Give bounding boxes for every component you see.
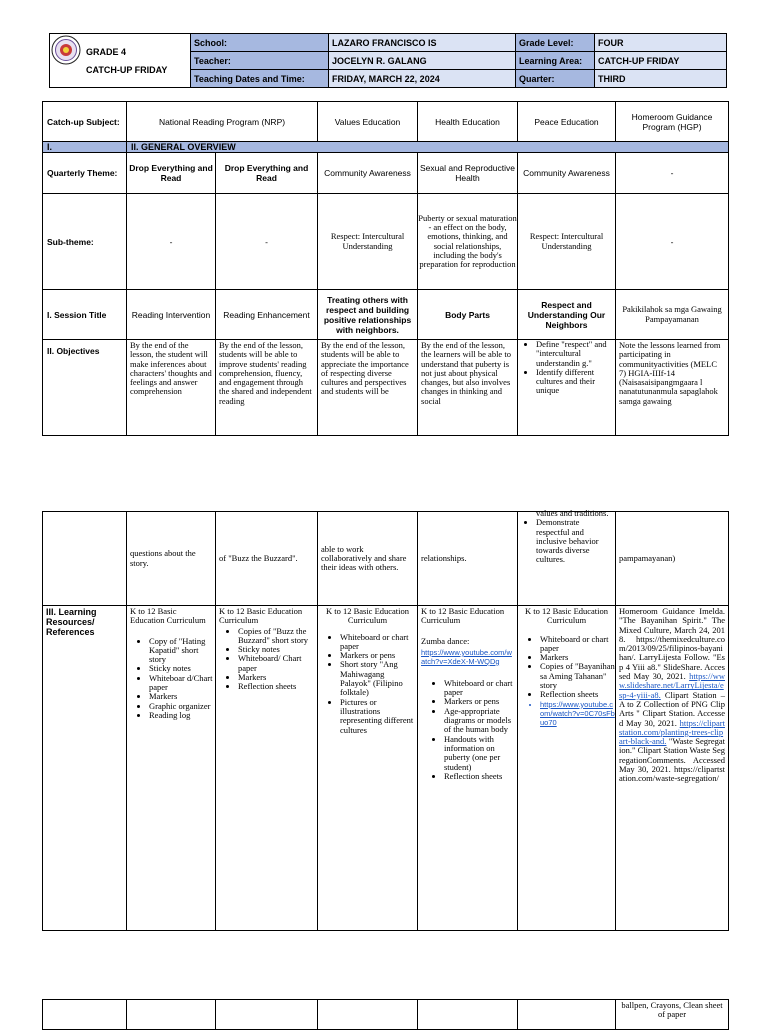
cont-peace-top: values and traditions. — [536, 509, 609, 518]
res-peace-link[interactable]: • https://www.youtube.com/watch?v=0C70sFbuo70 — [540, 700, 615, 727]
obj-peace-item: • Identify different cultures and their unique — [536, 368, 612, 396]
cont-nrp2: of "Buzz the Buzzard". — [219, 552, 298, 563]
header-table — [49, 33, 727, 88]
overview-num: I. — [43, 142, 127, 153]
res-health-head: K to 12 Basic Education Curriculum — [421, 606, 505, 626]
res-nrp1-item: • Graphic organizer — [149, 702, 215, 711]
res-values-item: • Pictures or illustrations representing different cultures — [340, 698, 417, 735]
cont-peace-item: • Demonstrate respectful and inclusive behavior towards diverse cultures. — [536, 518, 612, 564]
session-nrp1: Reading Intervention — [127, 290, 216, 340]
res-peace-head: K to 12 Basic Education Curriculum — [524, 606, 609, 626]
res-values-head: K to 12 Basic Education Curriculum — [325, 606, 410, 626]
session-hgp: Pakikilahok sa mga Gawaing Pampayamanan — [616, 290, 729, 340]
session-nrp2: Reading Enhancement — [216, 290, 318, 340]
col-peace: Peace Education — [518, 102, 616, 142]
res-nrp1-item: • Whiteboar d/Chart paper — [149, 674, 215, 693]
res-values-item: • Markers or pens — [340, 651, 417, 660]
cont-hgp: pampamayanan) — [619, 552, 676, 563]
lesson-plan-table-page1 — [42, 101, 729, 436]
res-nrp1-item: • Reading log — [149, 711, 215, 720]
session-health: Body Parts — [418, 290, 518, 340]
teacher-value: JOCELYN R. GALANG — [329, 52, 516, 70]
dates-label: Teaching Dates and Time: — [191, 70, 329, 88]
obj-peace-item: • Define "respect" and "intercultural understandin g." — [536, 340, 612, 368]
school-label: School: — [191, 34, 329, 52]
obj-hgp: Note the lessons learned from participating in communityactivities (MELC 7) HGIA-IIIf-14 (Naisasaisipangmgaara l nanatutunanmula sapaglahok samga gawaing — [619, 340, 721, 406]
res-nrp2-item: • Sticky notes — [238, 645, 317, 654]
res-nrp2-item: • Whiteboard/ Chart paper — [238, 654, 317, 673]
res-health-link[interactable]: https://www.youtube.com/watch?v=XdeX-M-WQDg — [421, 647, 512, 666]
quarter-label: Quarter: — [516, 70, 595, 88]
resources-label: III. Learning Resources/ References — [43, 606, 127, 931]
subtheme-label: Sub-theme: — [43, 194, 127, 290]
res-hgp-link2[interactable]: https://clipartstation.com/planting-trees-clipart-black-and. — [619, 717, 725, 747]
cont-nrp1: questions about the story. — [130, 548, 196, 568]
res-peace-item: • Whiteboard or chart paper — [540, 635, 615, 654]
subtheme-hgp: - — [616, 194, 729, 290]
theme-nrp1: Drop Everything and Read — [127, 153, 216, 194]
res-health-zumba: Zumba dance: — [421, 635, 470, 646]
cont-label-cell — [43, 512, 127, 606]
obj-values: By the end of the lesson, students will be able to appreciate the importance of respecting diverse cultures and perspectives and students will be — [321, 340, 409, 397]
theme-nrp2: Drop Everything and Read — [216, 153, 318, 194]
theme-health: Sexual and Reproductive Health — [418, 153, 518, 194]
session-values: Treating others with respect and building positive relationships with neighbors. — [318, 290, 418, 340]
cont-health: relationships. — [421, 552, 467, 563]
res-hgp-text1: Homeroom Guidance Imelda. "The Bayanihan Spirit." The Mixed Culture, March 24, 2018. https://themixedculture.com/2013/09/25/filipinos-bayanihan/. LarryLijesta Follow. "Esp 4 Yiii a8." SlideShare. Accessed May 30, 2021. — [619, 606, 725, 682]
learning-area-label: Learning Area: — [516, 52, 595, 70]
res-nrp1-item: • Markers — [149, 692, 215, 701]
theme-label: Quarterly Theme: — [43, 153, 127, 194]
quarter-value: THIRD — [595, 70, 727, 88]
col-health: Health Education — [418, 102, 518, 142]
res-peace-item: • Markers — [540, 653, 615, 662]
res-nrp2-item: • Reflection sheets — [238, 682, 317, 691]
session-peace: Respect and Understanding Our Neighbors — [518, 290, 616, 340]
res-hgp-text2: Clipart Station – A to Z Collection of PNG Clip Arts " Clipart Station. Accessed May 30, 2021. — [619, 689, 725, 728]
teacher-label: Teacher: — [191, 52, 329, 70]
grade-level-value: FOUR — [595, 34, 727, 52]
cont-values: able to work collaboratively and share their ideas with others. — [321, 543, 407, 573]
res-health-item: • Handouts with information on puberty (one per student) — [444, 735, 517, 772]
res-health-item: • Age-appropriate diagrams or models of the human body — [444, 707, 517, 735]
learning-area-value: CATCH-UP FRIDAY — [595, 52, 727, 70]
res-values-item: • Short story "Ang Mahiwagang Palayok" (Filipino folktale) — [340, 660, 417, 697]
school-value: LAZARO FRANCISCO IS — [329, 34, 516, 52]
res-peace-item: • Copies of "Bayanihan sa Aming Tahanan" story — [540, 662, 615, 690]
objectives-label: II. Objectives — [43, 340, 127, 436]
obj-health: By the end of the lesson, the learners will be able to understand that puberty is not just about physical changes, but also involves changes in thinking and social — [421, 340, 511, 406]
dates-value: FRIDAY, MARCH 22, 2024 — [329, 70, 516, 88]
res-nrp1-item: • Sticky notes — [149, 664, 215, 673]
overview-title: II. GENERAL OVERVIEW — [127, 142, 729, 153]
res-nrp1-item: • Copy of "Hating Kapatid" short story — [149, 637, 215, 665]
obj-nrp1: By the end of the lesson, the student will make inferences about characters' thoughts and feelings and answer comprehension — [130, 340, 212, 397]
res-nrp2-head: K to 12 Basic Education Curriculum — [219, 606, 303, 626]
res-health-item: • Reflection sheets — [444, 772, 517, 781]
subtheme-health: Puberty or sexual maturation - an effect on the body, emotions, thinking, and social relationships, including the body's preparation for reproduction — [418, 194, 518, 290]
p3-hgp-top: ballpen, Crayons, Clean sheet of paper — [621, 1000, 723, 1020]
header-title-cell — [50, 34, 191, 88]
res-peace-item: • Reflection sheets — [540, 690, 615, 699]
lesson-plan-table-page3 — [42, 999, 729, 1030]
subtheme-peace: Respect: Intercultural Understanding — [518, 194, 616, 290]
subtheme-nrp2: - — [216, 194, 318, 290]
col-nrp: National Reading Program (NRP) — [127, 102, 318, 142]
program-line: CATCH-UP FRIDAY — [86, 64, 168, 75]
grade-line: GRADE 4 — [86, 46, 127, 57]
session-label: I. Session Title — [43, 290, 127, 340]
res-nrp1-head: K to 12 Basic Education Curriculum — [130, 606, 206, 626]
col-values: Values Education — [318, 102, 418, 142]
theme-peace: Community Awareness — [518, 153, 616, 194]
res-values-item: • Whiteboard or chart paper — [340, 633, 417, 652]
subtheme-nrp1: - — [127, 194, 216, 290]
res-health-item: • Whiteboard or chart paper — [444, 679, 517, 698]
subtheme-values: Respect: Intercultural Understanding — [318, 194, 418, 290]
res-nrp2-item: • Markers — [238, 673, 317, 682]
theme-hgp: - — [616, 153, 729, 194]
grade-level-label: Grade Level: — [516, 34, 595, 52]
res-hgp-link1[interactable]: https://www.slideshare.net/LarryLijesta/esp-4-yiii-a8. — [619, 671, 725, 700]
col-hgp: Homeroom Guidance Program (HGP) — [616, 102, 729, 142]
res-hgp-text3: "Waste Segregation." Clipart Station Waste SegregationComments. Accessed May 30, 2021. https://clipartstation.com/waste-segregation/ — [619, 736, 726, 784]
subject-label: Catch-up Subject: — [43, 102, 127, 142]
obj-nrp2: By the end of the lesson, students will be able to improve students' reading comprehension, fluency, and engagement through the shared and independent reading — [219, 340, 312, 406]
lesson-plan-table-page2 — [42, 511, 729, 931]
theme-values: Community Awareness — [318, 153, 418, 194]
res-nrp2-item: • Copies of "Buzz the Buzzard" short story — [238, 627, 317, 646]
res-health-item: • Markers or pens — [444, 697, 517, 706]
